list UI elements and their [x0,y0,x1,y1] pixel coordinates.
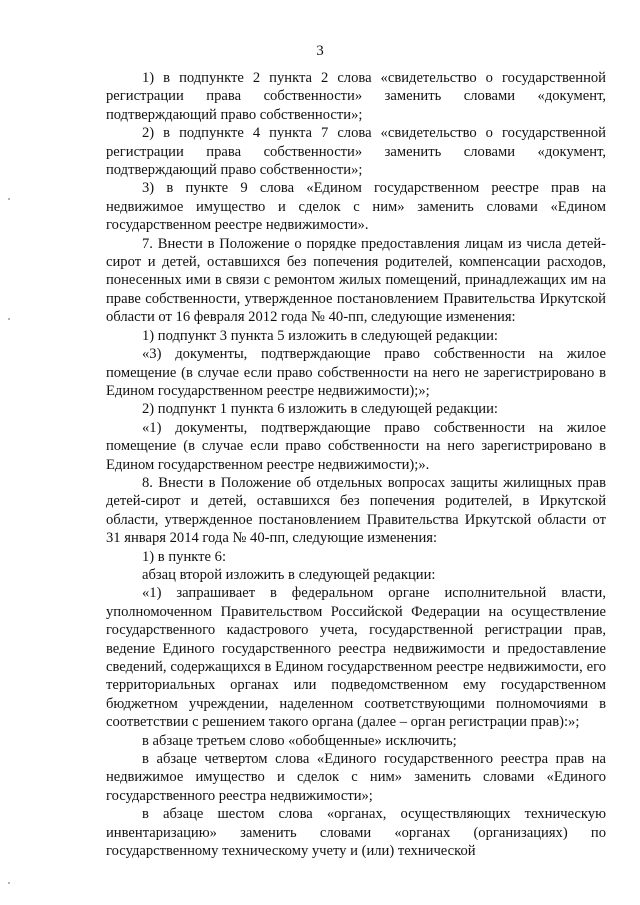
scan-mark [8,318,10,320]
paragraph-item-7-heading: 7. Внести в Положение о порядке предоставления лицам из числа детей-сирот и детей, оставшихся без попечения родителей, компенсации расходов, понесенных ими в связи с ремонтом жилых помещений, принадлежащих им на праве собственности, утвержденное постановлением Правительства Иркутской области от 16 февраля 2012 года № 40-пп, следующие изменения: [106,235,606,326]
paragraph-item-8-1-text: «1) запрашивает в федеральном органе исполнительной власти, уполномоченном Правительством Российской Федерации на осуществление государственного кадастрового учета, государственной регистрации прав, ведение Единого государственного реестра недвижимости и предоставление сведений, содержащихся в Едином государственном реестре недвижимости, его территориальных органах или подведомственном ему государственном бюджетном учреждении, наделенном соответствующими полномочиями в соответствии с решением такого органа (далее – орган регистрации прав):»; [106,585,606,731]
paragraph-item-8-1-abz3: в абзаце третьем слово «обобщенные» исключить; [142,732,457,749]
paragraph-item-1: 1) в подпункте 2 пункта 2 слова «свидетельство о государственной регистрации права собственности» заменить словами «документ, подтверждающий право собственности»; [106,70,606,123]
scan-mark [8,882,10,884]
paragraph-item-8-heading: 8. Внести в Положение об отдельных вопросах защиты жилищных прав детей-сирот и детей, оставшихся без попечения родителей, в Иркутской области, утвержденное постановлением Правительства Иркутской области от 31 января 2014 года № 40-пп, следующие изменения: [106,474,606,547]
paragraph-item-3: 3) в пункте 9 слова «Едином государственном реестре прав на недвижимое имущество и сделок с ним» заменить словами «Едином государственном реестре недвижимости». [106,180,606,234]
paragraph-item-7-1: 1) подпункт 3 пункта 5 изложить в следующей редакции: [142,327,498,344]
page-number: 3 [316,43,324,59]
paragraph-item-7-2: 2) подпункт 1 пункта 6 изложить в следующей редакции: [142,401,498,418]
document-body [106,69,606,860]
scan-mark [8,198,10,200]
paragraph-item-7-2-text: «1) документы, подтверждающие право собственности на жилое помещение (в случае если право собственности на него зарегистрировано в Едином государственном реестре недвижимости);». [106,419,606,473]
paragraph-item-7-1-text: «3) документы, подтверждающие право собственности на жилое помещение (в случае если право собственности на него не зарегистрировано в Едином государственном реестре недвижимости);»; [106,346,606,399]
paragraph-item-8-1: 1) в пункте 6: [142,548,227,565]
paragraph-item-8-1-abz6: в абзаце шестом слова «органах, осуществляющих техническую инвентаризацию» заменить словами «органах (организациях) по государственному техническому учету и (или) технической [106,806,606,860]
paragraph-item-2: 2) в подпункте 4 пункта 7 слова «свидетельство о государственной регистрации права собственности» заменить словами «документ, подтверждающий право собственности»; [106,125,606,179]
paragraph-item-8-1-abz4: в абзаце четвертом слова «Единого государственного реестра прав на недвижимое имущество и сделок с ним» заменить словами «Единого государственного реестра недвижимости»; [106,751,606,804]
paragraph-item-8-1-intro: абзац второй изложить в следующей редакции: [142,566,436,583]
